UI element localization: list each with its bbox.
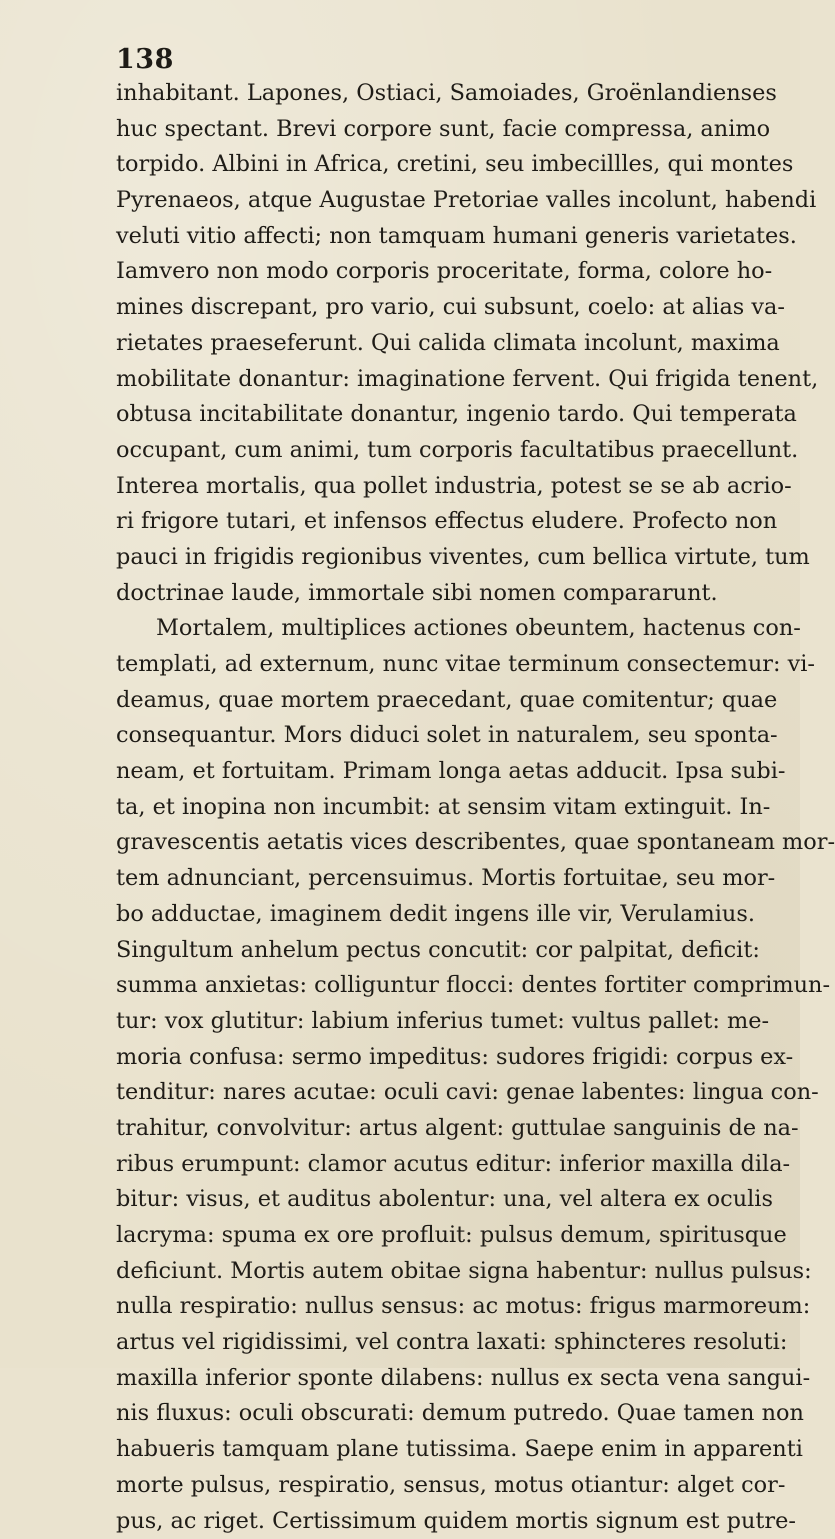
text-line: Pyrenaeos, atque Augustae Pretoriae valles incolunt, habendi [116,183,744,219]
text-line: Singultum anhelum pectus concutit: cor palpitat, deficit: [116,933,744,969]
text-line: ta, et inopina non incumbit: at sensim vitam extinguit. In- [116,790,744,826]
text-line: tenditur: nares acutae: oculi cavi: genae labentes: lingua con- [116,1075,744,1111]
text-line: gravescentis aetatis vices describentes, quae spontaneam mor- [116,825,744,861]
text-line: maxilla inferior sponte dilabens: nullus ex secta vena sangui- [116,1361,744,1397]
text-line: doctrinae laude, immortale sibi nomen compararunt. [116,576,744,612]
text-line: moria confusa: sermo impeditus: sudores frigidi: corpus ex- [116,1040,744,1076]
text-line: habueris tamquam plane tutissima. Saepe enim in apparenti [116,1432,744,1468]
text-line: deamus, quae mortem praecedant, quae comitentur; quae [116,683,744,719]
text-line: summa anxietas: colliguntur flocci: dentes fortiter comprimun- [116,968,744,1004]
text-line: nulla respiratio: nullus sensus: ac motus: frigus marmoreum: [116,1289,744,1325]
text-line: trahitur, convolvitur: artus algent: guttulae sanguinis de na- [116,1111,744,1147]
text-line: deficiunt. Mortis autem obitae signa habentur: nullus pulsus: [116,1254,744,1290]
text-line: mines discrepant, pro vario, cui subsunt, coelo: at alias va- [116,290,744,326]
text-line: inhabitant. Lapones, Ostiaci, Samoiades, Groënlandienses [116,76,744,112]
text-line: tem adnunciant, percensuimus. Mortis fortuitae, seu mor- [116,861,744,897]
text-line: bo adductae, imaginem dedit ingens ille vir, Verulamius. [116,897,744,933]
text-line: mobilitate donantur: imaginatione fervent. Qui frigida tenent, [116,362,744,398]
text-line: torpido. Albini in Africa, cretini, seu imbecillles, qui montes [116,147,744,183]
text-line: pauci in frigidis regionibus viventes, cum bellica virtute, tum [116,540,744,576]
text-line: occupant, cum animi, tum corporis facultatibus praecellunt. [116,433,744,469]
body-text [116,76,744,1539]
text-line: bitur: visus, et auditus abolentur: una, vel altera ex oculis [116,1182,744,1218]
text-line: neam, et fortuitam. Primam longa aetas adducit. Ipsa subi- [116,754,744,790]
text-line: huc spectant. Brevi corpore sunt, facie compressa, animo [116,112,744,148]
text-line: rietates praeseferunt. Qui calida climata incolunt, maxima [116,326,744,362]
text-line: ribus erumpunt: clamor acutus editur: inferior maxilla dila- [116,1147,744,1183]
text-line: tur: vox glutitur: labium inferius tumet: vultus pallet: me- [116,1004,744,1040]
text-line: consequantur. Mors diduci solet in naturalem, seu sponta- [116,718,744,754]
text-line: artus vel rigidissimi, vel contra laxati: sphincteres resoluti: [116,1325,744,1361]
text-line: Mortalem, multiplices actiones obeuntem, hactenus con- [116,611,744,647]
text-line: nis fluxus: oculi obscurati: demum putredo. Quae tamen non [116,1396,744,1432]
text-line: morte pulsus, respiratio, sensus, motus otiantur: alget cor- [116,1468,744,1504]
text-line: obtusa incitabilitate donantur, ingenio tardo. Qui temperata [116,397,744,433]
text-line: Interea mortalis, qua pollet industria, potest se se ab acrio- [116,469,744,505]
text-line: ri frigore tutari, et infensos effectus eludere. Profecto non [116,504,744,540]
text-line: veluti vitio affecti; non tamquam humani generis varietates. [116,219,744,255]
text-line: pus, ac riget. Certissimum quidem mortis signum est putre- [116,1504,744,1539]
text-line: Iamvero non modo corporis proceritate, forma, colore ho- [116,254,744,290]
text-line: templati, ad externum, nunc vitae terminum consectemur: vi- [116,647,744,683]
page-number: 138 [116,44,174,75]
text-line: lacryma: spuma ex ore profluit: pulsus demum, spiritusque [116,1218,744,1254]
